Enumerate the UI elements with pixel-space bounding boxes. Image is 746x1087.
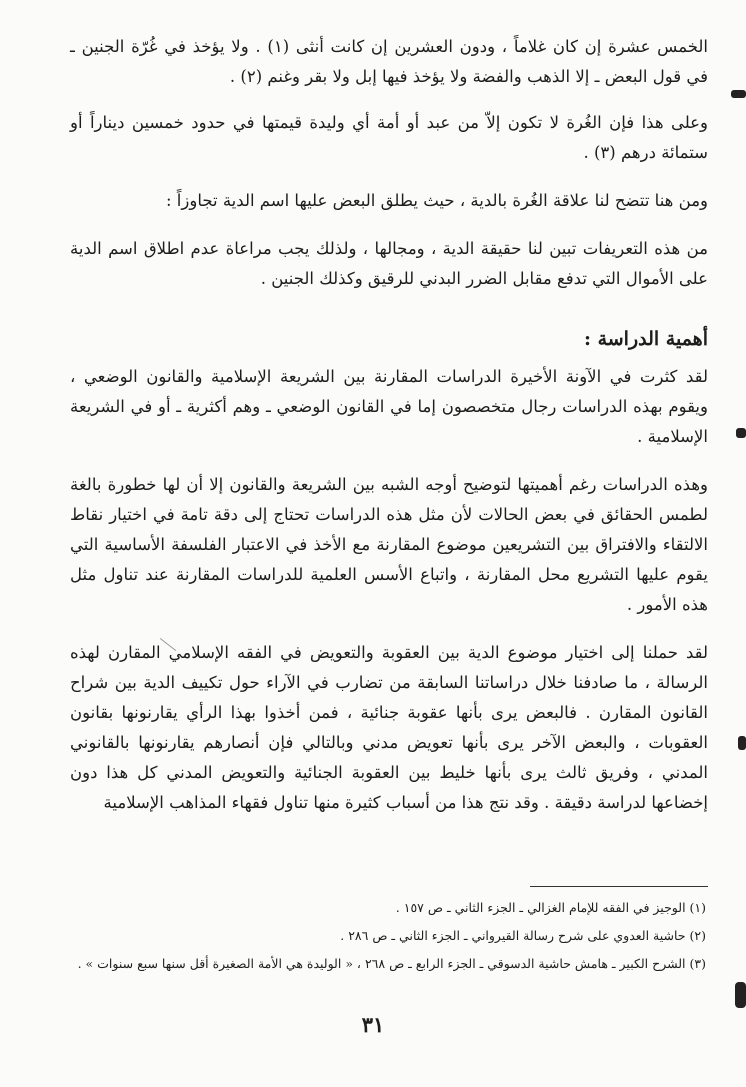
scan-mark <box>736 428 746 438</box>
footnote-2: (٢) حاشية العدوي على شرح رسالة القيرواني ـ الجزء الثاني ـ ص ٢٨٦ . <box>340 928 706 943</box>
section-heading: أهمية الدراسة : <box>583 328 708 350</box>
paragraph-7: لقد حملنا إلى اختيار موضوع الدية بين العقوبة والتعويض في الفقه الإسلامي المقارن لهذه الرسالة ، ما صادفنا خلال دراساتنا السابقة من تضارب في الآراء حول تكييف الدية بين شراح القانون المقارن . فالبعض يرى بأنها عقوبة جنائية ، فمن أخذوا بهذا الرأي يقارنونها بقانون العقوبات ، والبعض الآخر يرى بأنها تعويض مدني وبالتالي فإن أنصارهم يقارنونها بالقانوني المدني ، وفريق ثالث يرى بأنها خليط بين العقوبة الجنائية والتعويض المدني كل هذا دون إخضاعها لدراسة دقيقة . وقد نتج هذا من أسباب كثيرة منها تناول فقهاء المذاهب الإسلامية <box>70 643 708 812</box>
paragraph-2: وعلى هذا فإن الغُرة لا تكون إلاّ من عبد أو أمة أي وليدة قيمتها في حدود خمسين ديناراً أو ستمائة درهم (٣) . <box>70 113 708 162</box>
footnotes <box>70 894 706 978</box>
page-number: ٣١ <box>361 1012 385 1037</box>
paragraph-3: ومن هنا تتضح لنا علاقة الغُرة بالدية ، حيث يطلق البعض عليها اسم الدية تجاوزاً : <box>166 191 708 210</box>
paragraph-1: الخمس عشرة إن كان غلاماً ، ودون العشرين إن كانت أنثى (١) . ولا يؤخذ في غُرّة الجنين ـ في قول البعض ـ إلا الذهب والفضة ولا يؤخذ فيها إبل ولا بقر وغنم (٢) . <box>70 37 708 86</box>
paragraph-5: لقد كثرت في الآونة الأخيرة الدراسات المقارنة بين الشريعة الإسلامية والقانون الوضعي ، ويقوم بهذه الدراسات رجال متخصصون إما في القانون الوضعي ـ وهم أكثرية ـ أو في الشريعة الإسلامية . <box>70 367 708 446</box>
paragraph-6: وهذه الدراسات رغم أهميتها لتوضيح أوجه الشبه بين الشريعة والقانون إلا أن لها خطورة بالغة لطمس الحقائق في بعض الحالات لأن مثل هذه الدراسات تحتاج إلى دقة تامة في اختيار نقاط الالتقاء والافتراق بين التشريعين موضوع المقارنة مع الأخذ في الاعتبار الفلسفة الأساسية التي يقوم عليها التشريع محل المقارنة ، واتباع الأسس العلمية للدراسات المقارنة عند تناول مثل هذه الأمور . <box>70 475 708 614</box>
paragraph-4: من هذه التعريفات تبين لنا حقيقة الدية ، ومجالها ، ولذلك يجب مراعاة عدم اطلاق اسم الدية على الأموال التي تدفع مقابل الضرر البدني للرقيق وكذلك الجنين . <box>70 239 708 288</box>
footnote-1: (١) الوجيز في الفقه للإمام الغزالي ـ الجزء الثاني ـ ص ١٥٧ . <box>395 900 706 915</box>
scan-mark <box>731 90 746 98</box>
scan-mark <box>738 736 746 750</box>
page-body <box>70 32 708 836</box>
footnote-separator <box>530 886 708 887</box>
footnote-3: (٣) الشرح الكبير ـ هامش حاشية الدسوقي ـ الجزء الرابع ـ ص ٢٦٨ ، « الوليدة هي الأمة الصغيرة أقل سنها سبع سنوات » . <box>77 956 706 971</box>
scan-mark <box>735 982 746 1008</box>
